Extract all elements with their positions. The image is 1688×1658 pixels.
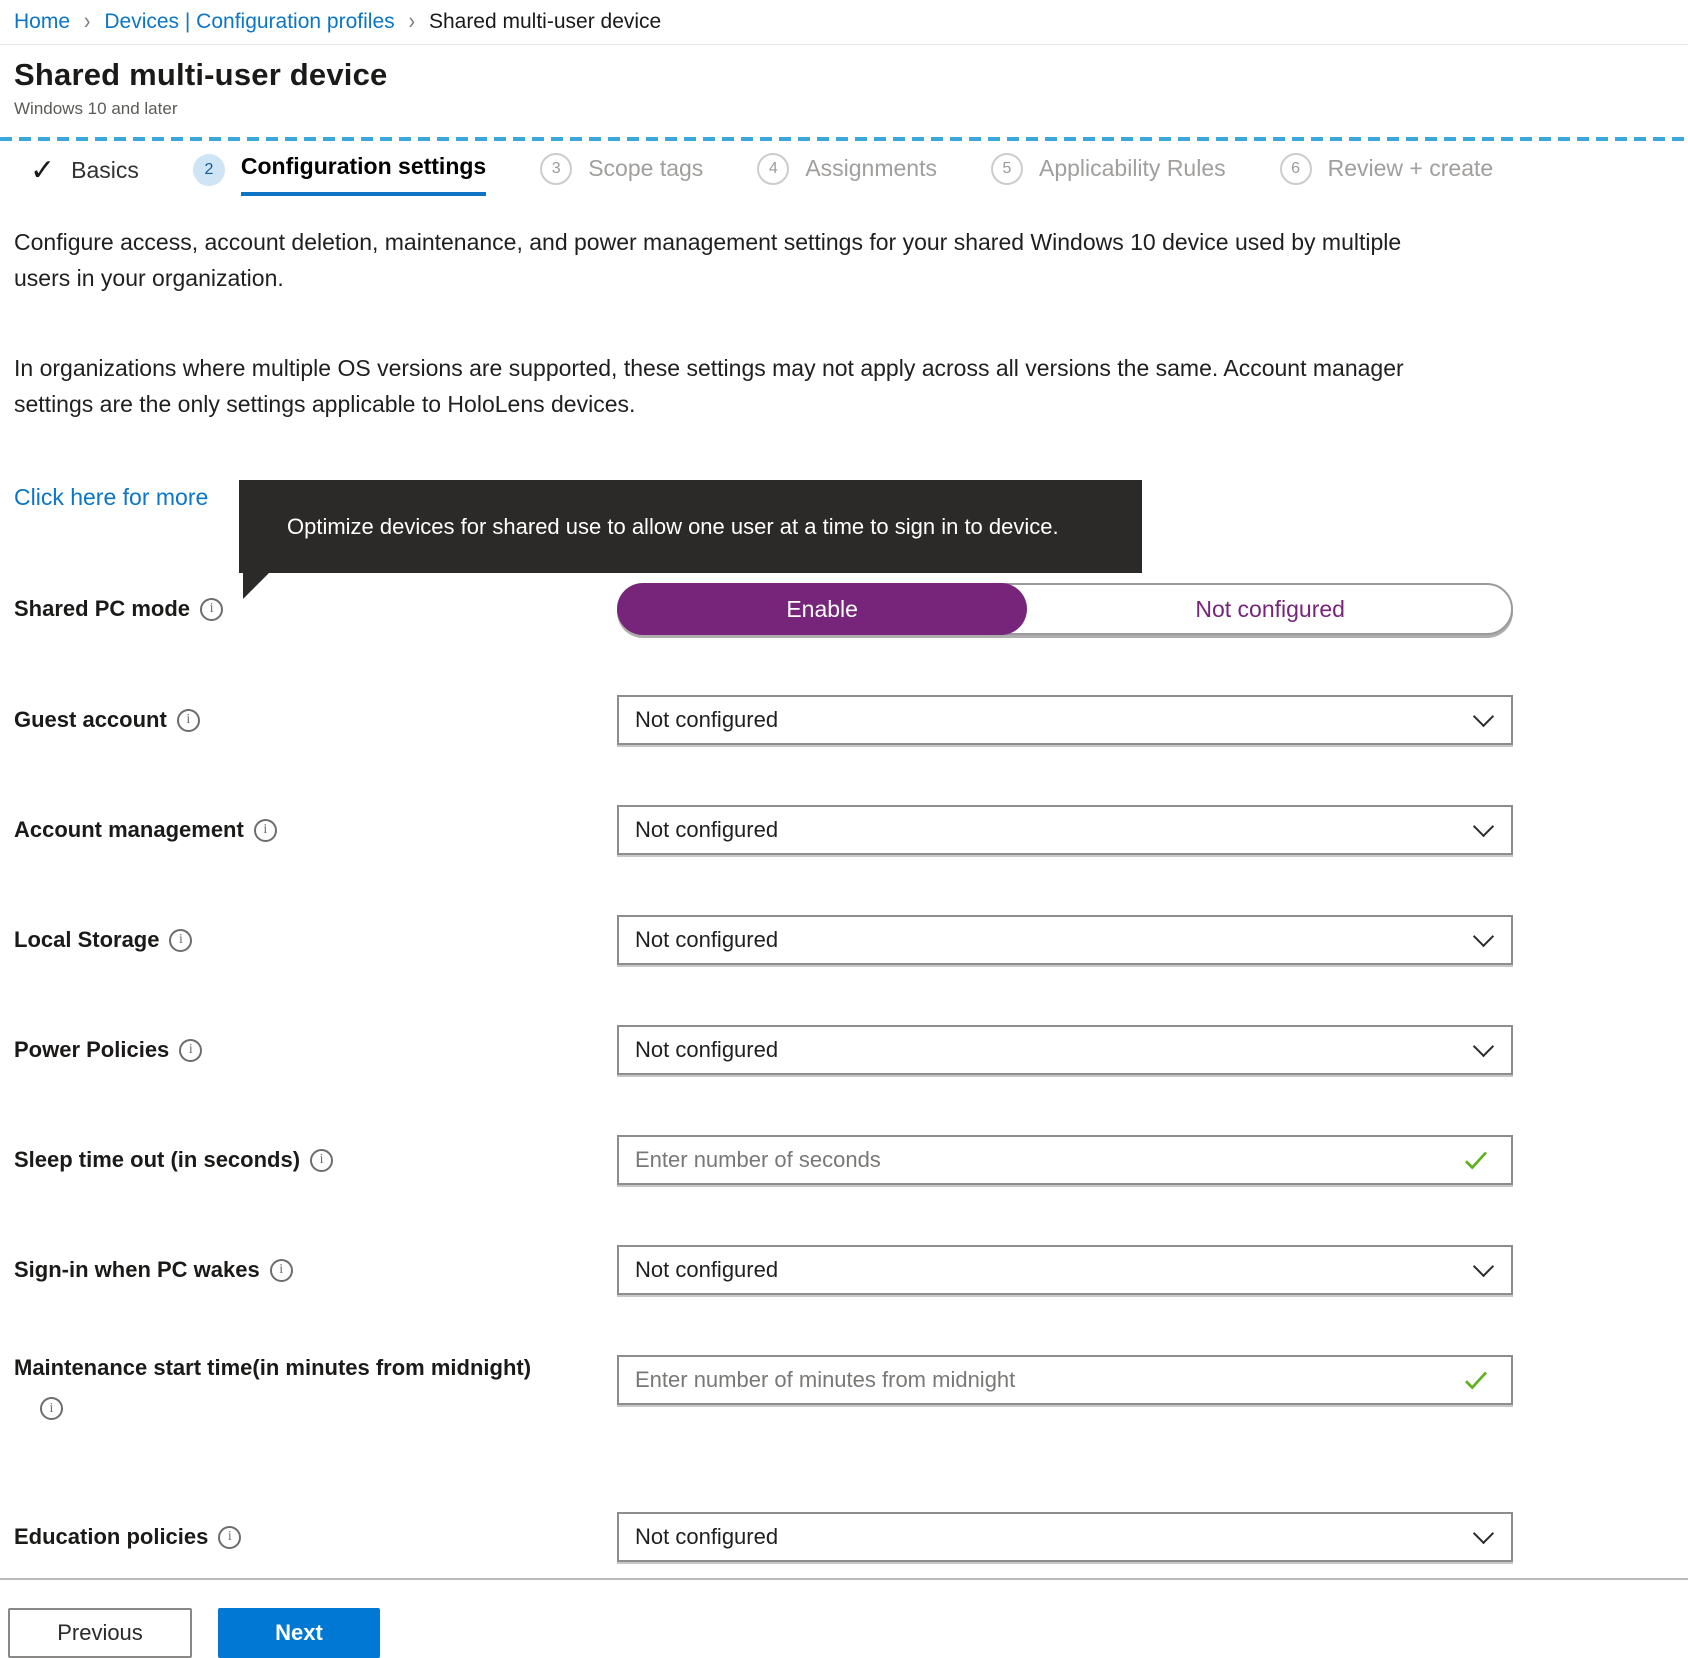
- tooltip: [239, 480, 1142, 573]
- breadcrumb: [0, 0, 1688, 45]
- click-here-for-more-link[interactable]: Click here for more: [14, 484, 209, 510]
- field-label-group: [14, 927, 617, 953]
- field-label: Guest account: [14, 707, 167, 732]
- local-storage-dropdown[interactable]: [617, 915, 1513, 965]
- chevron-down-icon: [1473, 816, 1494, 837]
- field-label: Maintenance start time(in minutes from midnight): [14, 1355, 532, 1380]
- dropdown-selected-value: Not configured: [635, 1037, 779, 1062]
- step-label: Review + create: [1327, 154, 1494, 181]
- power-policies-dropdown[interactable]: [617, 1025, 1513, 1075]
- field-label-group: [14, 817, 617, 843]
- field-label-group: [14, 596, 617, 622]
- info-glyph: i: [263, 822, 268, 837]
- page-subtitle: Windows 10 and later: [14, 99, 178, 118]
- sleep-timeout-field: [617, 1135, 1513, 1185]
- tab-review-create[interactable]: [1280, 153, 1494, 195]
- toggle-option-not-configured[interactable]: [1029, 585, 1511, 633]
- dropdown-selected-value: Not configured: [635, 817, 779, 842]
- wizard-footer: [0, 1580, 1688, 1658]
- previous-button[interactable]: Previous: [8, 1608, 192, 1658]
- info-glyph: i: [319, 1152, 324, 1167]
- account-management-dropdown[interactable]: [617, 805, 1513, 855]
- valid-check-icon: [1461, 1145, 1491, 1175]
- dropdown-selected-value: Not configured: [635, 1524, 779, 1549]
- toggle-enable-label: Enable: [786, 595, 858, 622]
- intro-paragraph-2: In organizations where multiple OS versions are supported, these settings may not apply across all versions the same. Account manager settings are the only settings applicable to HoloLens devices.: [14, 355, 1404, 417]
- page-header: [0, 45, 1688, 129]
- step-label: Applicability Rules: [1038, 154, 1226, 181]
- info-glyph: i: [279, 1262, 284, 1277]
- step-number-badge: 6: [1280, 153, 1312, 185]
- form-row-signin-when-pc-wakes: [14, 1245, 1674, 1295]
- field-label: Power Policies: [14, 1037, 170, 1062]
- configuration-form: [0, 583, 1688, 1562]
- toggle-option-enable[interactable]: [617, 583, 1027, 635]
- form-row-maintenance-start-time: [14, 1355, 1674, 1420]
- info-icon[interactable]: [218, 1526, 241, 1549]
- field-label: Sleep time out (in seconds): [14, 1147, 301, 1172]
- field-label-group: [14, 1147, 617, 1173]
- info-icon[interactable]: [177, 709, 200, 732]
- info-glyph: i: [49, 1400, 54, 1416]
- field-label: Account management: [14, 817, 244, 842]
- valid-check-icon: [1461, 1365, 1491, 1395]
- form-row-guest-account: [14, 695, 1674, 745]
- info-glyph: i: [179, 932, 183, 947]
- field-label: Sign-in when PC wakes: [14, 1257, 260, 1282]
- shared-pc-mode-toggle[interactable]: [617, 583, 1513, 635]
- breadcrumb-current-page: Shared multi-user device: [428, 10, 662, 33]
- tab-basics[interactable]: [30, 153, 139, 200]
- step-label: Configuration settings: [241, 153, 486, 196]
- field-label: Local Storage: [14, 927, 160, 952]
- info-glyph: i: [227, 1529, 232, 1544]
- field-label-group: [14, 1355, 617, 1420]
- info-icon[interactable]: [179, 1039, 202, 1062]
- step-label: Basics: [71, 157, 139, 183]
- toggle-not-configured-label: Not configured: [1195, 595, 1345, 622]
- maintenance-start-time-field: [617, 1355, 1513, 1405]
- tab-applicability-rules[interactable]: [991, 153, 1226, 195]
- field-label: Education policies: [14, 1524, 209, 1549]
- info-icon[interactable]: [254, 819, 277, 842]
- breadcrumb-home-link[interactable]: Home: [14, 10, 71, 33]
- info-glyph: i: [209, 601, 214, 616]
- next-button[interactable]: Next: [218, 1608, 380, 1658]
- tab-assignments[interactable]: [757, 153, 937, 195]
- chevron-down-icon: [1473, 926, 1494, 947]
- field-label-group: [14, 1037, 617, 1063]
- chevron-down-icon: [1473, 706, 1494, 727]
- form-row-education-policies: [14, 1512, 1674, 1562]
- education-policies-dropdown[interactable]: [617, 1512, 1513, 1562]
- breadcrumb-separator-icon: ›: [84, 8, 91, 35]
- breadcrumb-config-profiles-link[interactable]: Devices | Configuration profiles: [104, 10, 395, 33]
- info-icon[interactable]: [169, 929, 192, 952]
- field-label-group: [14, 1257, 617, 1283]
- field-label: Shared PC mode: [14, 596, 191, 621]
- info-icon[interactable]: [310, 1149, 333, 1172]
- dropdown-selected-value: Not configured: [635, 707, 779, 732]
- info-icon[interactable]: [270, 1259, 293, 1282]
- step-label: Assignments: [805, 154, 937, 181]
- step-number-badge: 5: [991, 153, 1023, 185]
- chevron-down-icon: [1473, 1523, 1494, 1544]
- tab-scope-tags[interactable]: [540, 153, 703, 195]
- info-icon[interactable]: [200, 598, 223, 621]
- step-number-badge: 2: [193, 154, 225, 186]
- step-number-badge: 4: [757, 153, 789, 185]
- form-row-power-policies: [14, 1025, 1674, 1075]
- chevron-down-icon: [1473, 1256, 1494, 1277]
- sleep-timeout-input[interactable]: [635, 1147, 1461, 1173]
- maintenance-start-time-input[interactable]: [635, 1367, 1461, 1393]
- breadcrumb-separator-icon: ›: [408, 8, 415, 35]
- dropdown-selected-value: Not configured: [635, 1257, 779, 1282]
- chevron-down-icon: [1473, 1036, 1494, 1057]
- checkmark-icon: ✓: [30, 154, 56, 187]
- field-label-group: [14, 707, 617, 733]
- tooltip-text: Optimize devices for shared use to allow one user at a time to sign in to device.: [287, 513, 1059, 539]
- wizard-steps: [0, 141, 1688, 200]
- tooltip-tail: [243, 573, 269, 599]
- form-row-local-storage: [14, 915, 1674, 965]
- guest-account-dropdown[interactable]: [617, 695, 1513, 745]
- intro-section: [0, 224, 1688, 422]
- info-icon[interactable]: [40, 1397, 63, 1420]
- form-row-account-management: [14, 805, 1674, 855]
- dropdown-selected-value: Not configured: [635, 927, 779, 952]
- signin-when-pc-wakes-dropdown[interactable]: [617, 1245, 1513, 1295]
- tab-configuration-settings[interactable]: [193, 153, 486, 196]
- form-row-sleep-timeout: [14, 1135, 1674, 1185]
- info-glyph: i: [186, 712, 191, 727]
- field-label-group: [14, 1524, 617, 1550]
- step-number-badge: 3: [540, 153, 572, 185]
- step-label: Scope tags: [588, 154, 704, 181]
- intro-paragraph-1: Configure access, account deletion, maintenance, and power management settings for your shared Windows 10 device used by multiple users in your organization.: [14, 229, 1402, 291]
- info-glyph: i: [188, 1042, 193, 1057]
- page-title: Shared multi-user device: [14, 57, 388, 92]
